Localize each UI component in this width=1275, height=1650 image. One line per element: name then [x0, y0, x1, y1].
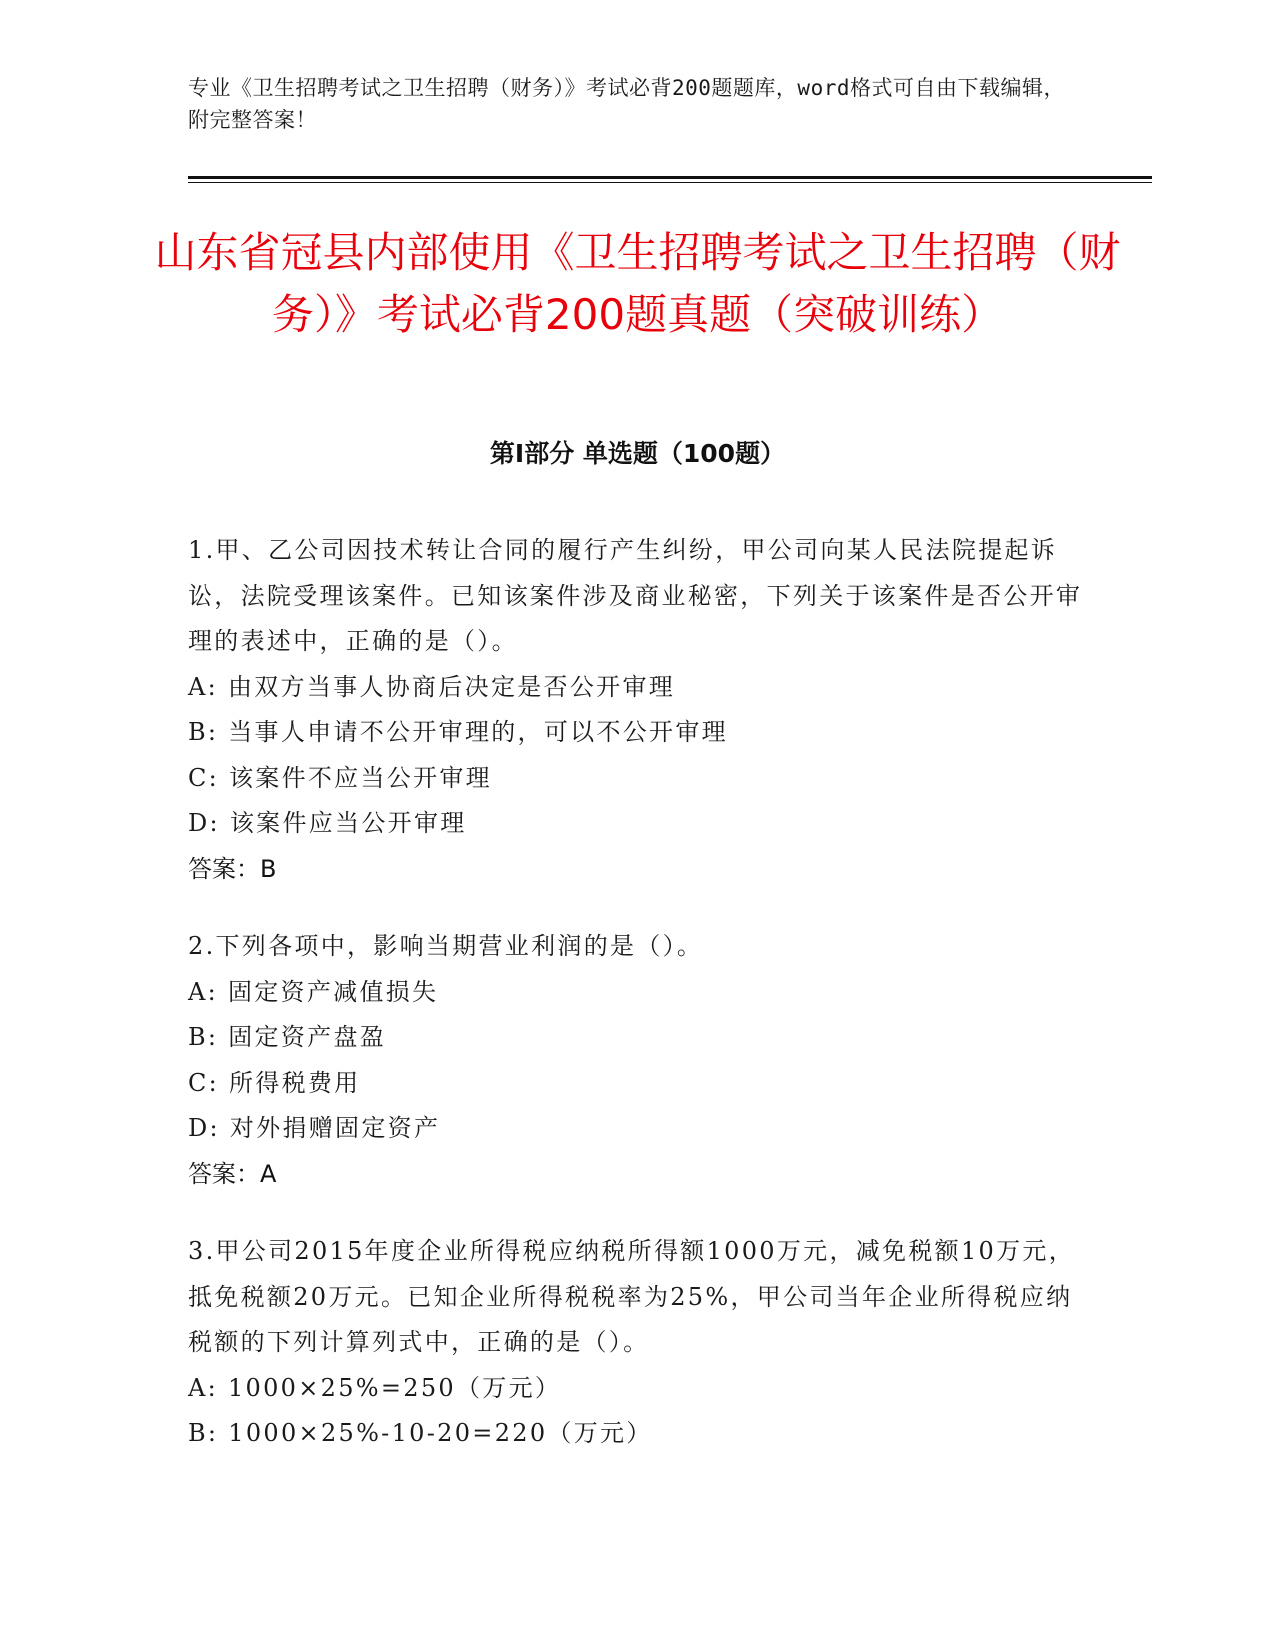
question-2	[188, 924, 1088, 1197]
question-3	[188, 1229, 1088, 1457]
answer: 答案：B	[188, 854, 277, 883]
header-rule-thin	[188, 182, 1152, 183]
option-a: A: 由双方当事人协商后决定是否公开审理	[188, 672, 676, 701]
answer: 答案：A	[188, 1159, 277, 1188]
question-text: 1.甲、乙公司因技术转让合同的履行产生纠纷，甲公司向某人民法院提起诉讼，法院受理该案件。已知该案件涉及商业秘密，下列关于该案件是否公开审理的表述中，正确的是（）。	[188, 536, 1083, 655]
option-b: B: 1000×25%-10-20=220（万元）	[188, 1419, 653, 1447]
header-note: 专业《卫生招聘考试之卫生招聘（财务）》考试必背200题题库，word格式可自由下载编辑，附完整答案！	[188, 76, 1065, 132]
section-heading: 第I部分 单选题（100题）	[489, 439, 786, 468]
question-1	[188, 528, 1088, 892]
question-text: 3.甲公司2015年度企业所得税应纳税所得额1000万元，减免税额10万元，抵免税额20万元。已知企业所得税税率为25%，甲公司当年企业所得税应纳税额的下列计算列式中，正确的是（）。	[188, 1237, 1075, 1356]
document-title: 山东省冠县内部使用《卫生招聘考试之卫生招聘（财务）》考试必背200题真题（突破训练）	[154, 228, 1121, 339]
header-rule-thick	[188, 176, 1152, 179]
option-d: D: 该案件应当公开审理	[188, 809, 467, 837]
option-c: C: 该案件不应当公开审理	[188, 763, 492, 792]
option-c: C: 所得税费用	[188, 1068, 361, 1097]
question-text: 2.下列各项中，影响当期营业利润的是（）。	[188, 932, 704, 960]
option-b: B: 固定资产盘盈	[188, 1023, 387, 1051]
option-b: B: 当事人申请不公开审理的，可以不公开审理	[188, 718, 728, 746]
option-d: D: 对外捐赠固定资产	[188, 1114, 441, 1142]
option-a: A: 固定资产减值损失	[188, 977, 439, 1006]
option-a: A: 1000×25%=250（万元）	[188, 1373, 562, 1402]
question-list	[188, 528, 1088, 1489]
